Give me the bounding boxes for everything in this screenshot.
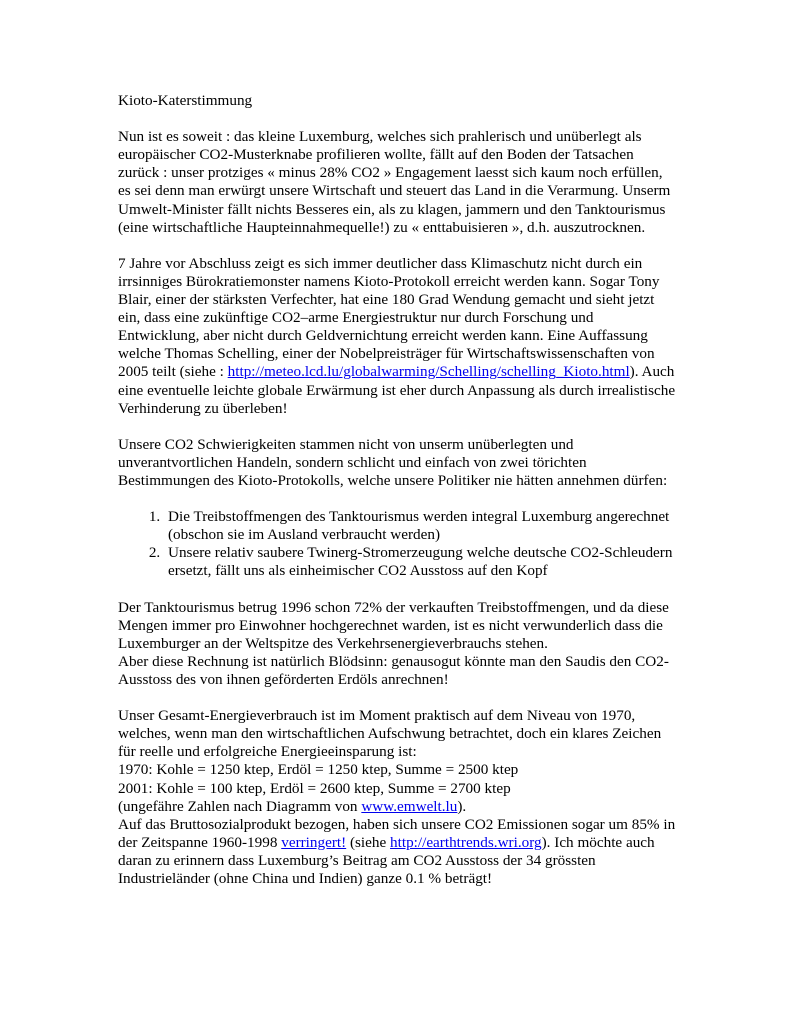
data-line-1970: 1970: Kohle = 1250 ktep, Erdöl = 1250 ktep, Summe = 2500 ktep — [118, 761, 519, 779]
paragraph-text: ). Ich möchte auch daran zu erinnern dass Luxemburg’s Beitrag am CO2 Ausstoss der 34 grössten Industrieländer (ohne China und Indien) ganze 0.1 % beträgt! — [118, 833, 655, 888]
source-text: (ungefähre Zahlen nach Diagramm von — [118, 797, 362, 815]
verringert-link[interactable]: verringert! — [281, 833, 347, 851]
source-text: ). — [457, 797, 467, 815]
paragraph-co2-difficulties: Unsere CO2 Schwierigkeiten stammen nicht von unserm unüberlegten und unverantvortlichen Handeln, sondern schlicht und einfach von zwei törichten Bestimmungen des Kioto-Protokolls, welche unsere Politiker nie hätten annehmen dürfen: — [118, 435, 668, 489]
document-page — [118, 92, 678, 906]
paragraph-text: 7 Jahre vor Abschluss zeigt es sich immer deutlicher dass Klimaschutz nicht durch ein irrsinniges Bürokratiemonster namens Kioto-Protokoll erreicht werden kann. Sogar Tony Blair, einer der stärksten Verfechter, hat eine 180 Grad Wendung gemacht und sieht jetzt ein, dass eine zukünftige CO2–arme Energiestruktur nur durch Forschung und Entwicklung, aber nicht durch Geldvernichtung erreicht werden kann. Eine Auffassung welche Thomas Schelling, einer der Nobelpreisträger für Wirtschaftswissenschaften von 2005 teilt (siehe : — [118, 254, 660, 381]
paragraph-text: Unser Gesamt-Energieverbrauch ist im Moment praktisch auf dem Niveau von 1970, welches, wenn man den wirtschaftlichen Aufschwung betrachtet, doch ein klares Zeichen für reelle und erfolgreiche Energieeinsparung ist: — [118, 707, 662, 761]
list-item: 2. Unsere relativ saubere Twinerg-Stromerzeugung welche deutsche CO2-Schleudern ersetzt, fällt uns als einheimischer CO2 Ausstoss auf den Kopf — [164, 544, 678, 580]
document-title: Kioto-Katerstimmung — [118, 92, 253, 109]
paragraph-kioto-protocol — [118, 255, 678, 418]
paragraph-text: Aber diese Rechnung ist natürlich Blödsinn: genausogut könnte man den Saudis den CO2-Ausstoss des von ihnen geförderten Erdöls anrechnen! — [118, 652, 669, 688]
paragraph-tanktourismus — [118, 599, 678, 689]
emwelt-link[interactable]: www.emwelt.lu — [361, 797, 458, 815]
paragraph-text: (siehe — [346, 833, 391, 851]
paragraph-text: Der Tanktourismus betrug 1996 schon 72% der verkauften Treibstoffmengen, und da diese Mengen immer pro Einwohner hochgerechnet warden, ist es nicht verwunderlich dass die Luxemburger an der Weltspitze des Verkehrsenergieverbrauchs stehen. — [118, 598, 669, 652]
numbered-list — [118, 508, 678, 580]
paragraph-energy-consumption — [118, 707, 678, 888]
paragraph-intro: Nun ist es soweit : das kleine Luxemburg, welches sich prahlerisch und unüberlegt als europäischer CO2-Musterknabe profilieren wollte, fällt auf den Boden der Tatsachen zurück : unser protziges « minus 28% CO2 » Engagement laesst sich kaum noch erfüllen, es sei denn man erwürgt unsere Wirtschaft und steuert das Land in die Verarmung. Unserm Umwelt-Minister fällt nichts Besseres ein, als zu klagen, jammern und den Tanktourismus (eine wirtschaftliche Haupteinnahmequelle!) zu « enttabuisieren », d.h. auszutrocknen. — [118, 128, 671, 236]
schelling-link[interactable]: http://meteo.lcd.lu/globalwarming/Schelling/schelling_Kioto.html — [227, 363, 630, 381]
paragraph-text: Auf das Bruttosozialprodukt bezogen, haben sich unsere CO2 Emissionen sogar um 85% in der Zeitspanne 1960-1998 — [118, 815, 676, 851]
list-item: 1. Die Treibstoffmengen des Tanktourismus werden integral Luxemburg angerechnet (obschon sie im Ausland verbraucht werden) — [164, 508, 678, 544]
paragraph-text: ). Auch eine eventuelle leichte globale Erwärmung ist eher durch Anpassung als durch irrealistische Verhinderung zu überleben! — [118, 363, 676, 417]
earthtrends-link[interactable]: http://earthtrends.wri.org — [390, 833, 542, 851]
data-line-2001: 2001: Kohle = 100 ktep, Erdöl = 2600 ktep, Summe = 2700 ktep — [118, 779, 511, 797]
